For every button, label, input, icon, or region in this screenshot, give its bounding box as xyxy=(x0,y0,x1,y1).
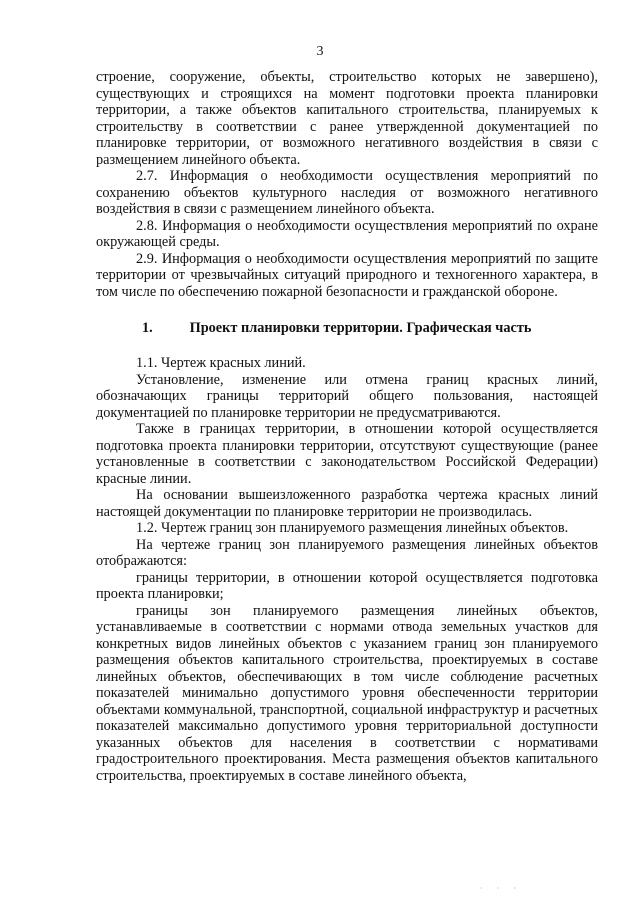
paragraph-1-2: 1.2. Чертеж границ зон планируемого размещения линейных объектов. xyxy=(136,520,569,536)
paragraph-displayed-items: На чертеже границ зон планируемого размещения линейных объектов отображаются: xyxy=(96,536,598,569)
paragraph-2-7: 2.7. Информация о необходимости осуществления мероприятий по сохранению объектов культурного наследия от возможного негативного воздействия в связи с размещением линейного объекта. xyxy=(96,168,598,217)
paragraph-red-lines-establishment: Установление, изменение или отмена границ красных линий, обозначающих границы территорий общего пользования, настоящей документацией по планировке территории не предусматриваются. xyxy=(96,371,598,421)
scan-artifact: · · · xyxy=(480,884,522,893)
section-heading xyxy=(96,320,598,337)
paragraph-2-9: 2.9. Информация о необходимости осуществления мероприятий по защите территории от чрезвычайных ситуаций природного и техногенного характера, в том числе по обеспечению пожарной безопасности и гражданской обороне. xyxy=(96,250,598,300)
paragraph-continuation: строение, сооружение, объекты, строительство которых не завершено), существующих и строящихся на момент подготовки проекта планировки территории, а также объектов капитального строительства, планируемых к строительству в соответствии с ранее утвержденной документацией по планировке территории, от возможного негативного воздействия в связи с размещением линейного объекта. xyxy=(96,69,598,168)
section-heading-title: Проект планировки территории. Графическая часть xyxy=(189,320,532,336)
document-body xyxy=(96,69,598,784)
section-heading-number: 1. xyxy=(142,320,153,336)
page-number: 3 xyxy=(316,44,324,59)
paragraph-2-8: 2.8. Информация о необходимости осуществления мероприятий по охране окружающей среды. xyxy=(96,217,598,250)
paragraph-territory-boundaries: границы территории, в отношении которой осуществляется подготовка проекта планировки; xyxy=(96,569,598,602)
paragraph-red-lines-conclusion: На основании вышеизложенного разработка чертежа красных линий настоящей документации по планировке территории не производилась. xyxy=(96,487,598,520)
paragraph-zone-boundaries: границы зон планируемого размещения линейных объектов, устанавливаемые в соответствии с нормами отвода земельных участков для конкретных видов линейных объектов с указанием границ зон планируемого размещения объектов капитального строительства, проектируемых в составе линейных объектов, обеспечивающих в том числе соблюдение расчетных показателей минимально допустимого уровня обеспеченности территории объектами коммунальной, транспортной, социальной инфраструктур и расчетных показателей максимально допустимого уровня территориальной доступности указанных объектов для населения в соответствии с нормативами градостроительного проектирования. Места размещения объектов капитального строительства, проектируемых в составе линейного объекта, xyxy=(96,602,598,784)
paragraph-red-lines-absent: Также в границах территории, в отношении которой осуществляется подготовка проекта планировки территории, отсутствуют существующие (ранее установленные в соответствии с законодательством Российской Федерации) красные линии. xyxy=(96,421,598,487)
paragraph-1-1: 1.1. Чертеж красных линий. xyxy=(136,355,306,371)
